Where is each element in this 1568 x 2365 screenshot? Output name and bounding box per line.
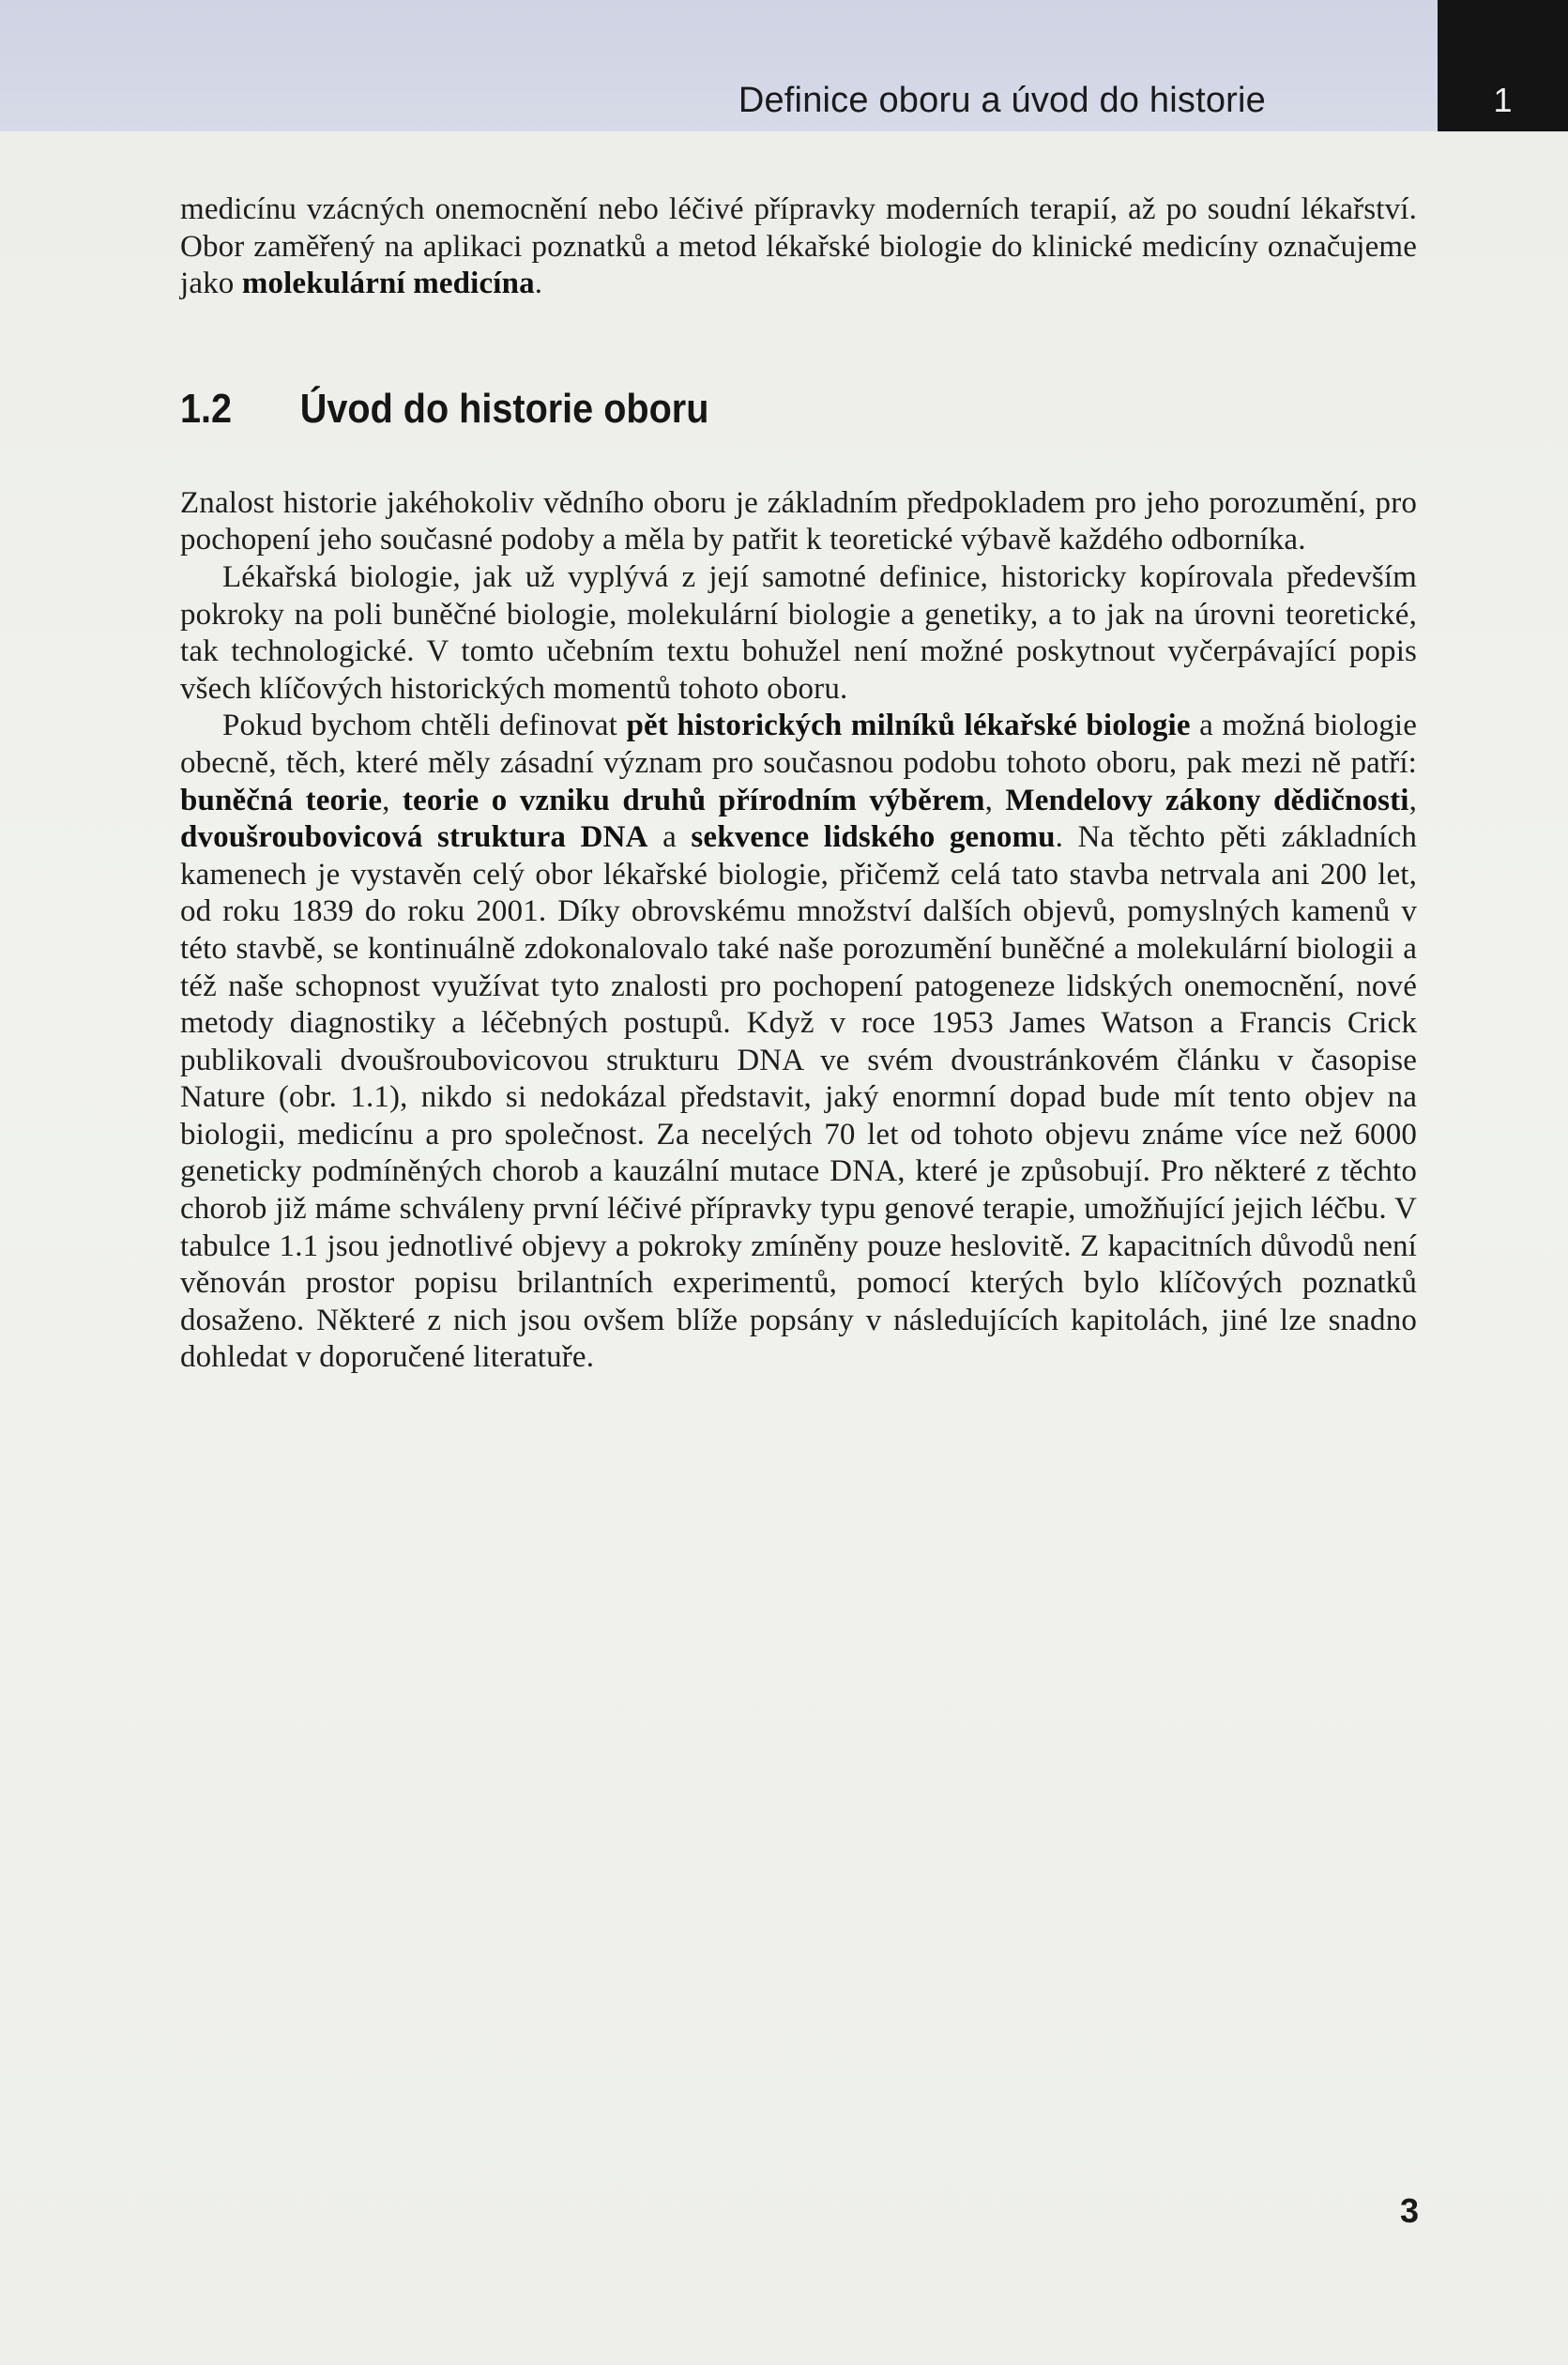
page-content [180,191,1417,1377]
p3-text-3: , [382,783,403,817]
section-heading [180,386,1293,433]
paragraph-2: Lékařská biologie, jak už vyplývá z její samotné definice, historicky kopírovala především pokroky na poli buněčné biologie, molekulární biologie a genetiky, a to jak na úrovni teoretické, tak technologické. V tomto učebním textu bohužel není možné poskytnout vyčerpávající popis všech klíčových historických momentů tohoto oboru. [180,559,1417,706]
running-header [0,0,1438,131]
intro-term: molekulární medicína [241,267,535,301]
chapter-tab [1438,0,1568,131]
p3-text-4: , [984,783,1006,817]
p3-text-6: a [647,820,692,855]
intro-text: medicínu vzácných onemocnění nebo léčivé přípravky moderních terapií, až po soudní lékařství. Obor zaměřený na aplikaci poznatků a metod lékařské biologie do klinické medicíny označujeme jako [180,192,1417,301]
p3-text-5: , [1408,783,1417,817]
p3-text-7: . Na těchto pěti základních kamenech je vystavěn celý obor lékařské biologie, přičemž celá tato stavba netrvala ani 200 let, od roku 1839 do roku 2001. Díky obrovskému množství dalších objevů, pomyslných kamenů v této stavbě, se kontinuálně zdokonalovalo také naše porozumění buněčné a molekulární biologii a též naše schopnost využívat tyto znalosti pro pochopení patogeneze lidských onemocnění, nové metody diagnostiky a léčebných postupů. Když v roce 1953 James Watson a Francis Crick publikovali dvoušroubovicovou strukturu DNA ve svém dvoustránkovém článku v časopise Nature (obr. 1.1), nikdo si nedokázal představit, jaký enormní dopad bude mít tento objev na biologii, medicínu a pro společnost. Za necelých 70 let od tohoto objevu známe více než 6000 geneticky podmíněných chorob a kauzální mutace DNA, které je způsobují. Pro některé z těchto chorob již máme schváleny první léčivé přípravky typu genové terapie, umožňující jejich léčbu. V tabulce 1.1 jsou jednotlivé objevy a pokroky zmíněny pouze heslovitě. Z kapacitních důvodů není věnován prostor popisu brilantních experimentů, pomocí kterých bylo klíčových poznatků dosaženo. Některé z nich jsou ovšem blíže popsány v následujících kapitolách, jiné lze snadno dohledat v doporučené literatuře. [180,820,1417,1375]
p3-bold-milestones: pět historických milníků lékařské biologie [626,709,1191,743]
page-number: 3 [1399,2191,1419,2230]
p3-bold-mendel: Mendelovy zákony dědičnosti [1005,783,1409,817]
paragraph-1: Znalost historie jakéhokoliv vědního oboru je základním předpokladem pro jeho porozumění, pro pochopení jeho současné podoby a měla by patřit k teoretické výbavě každého odborníka. [180,485,1417,557]
p3-text-1: Pokud bychom chtěli definovat [222,709,627,743]
p3-text-2: a možná biologie obecně, těch, které měly zásadní význam pro současnou podobu tohoto oboru, pak mezi ně patří: [180,709,1418,780]
p3-bold-dna: dvoušroubovicová struktura DNA [180,820,648,855]
intro-end: . [534,267,543,301]
paragraph-3 [180,708,1417,1377]
intro-paragraph [180,191,1417,303]
running-header-title: Definice oboru a úvod do historie [738,81,1266,120]
p3-bold-genome: sekvence lidského genomu [691,820,1056,855]
chapter-number: 1 [1493,81,1513,119]
section-number: 1.2 [180,385,233,432]
p3-bold-cell-theory: buněčná teorie [180,783,383,817]
p3-bold-natural-selection: teorie o vzniku druhů přírodním výběrem [402,783,985,817]
section-title: Úvod do historie oboru [299,385,709,432]
